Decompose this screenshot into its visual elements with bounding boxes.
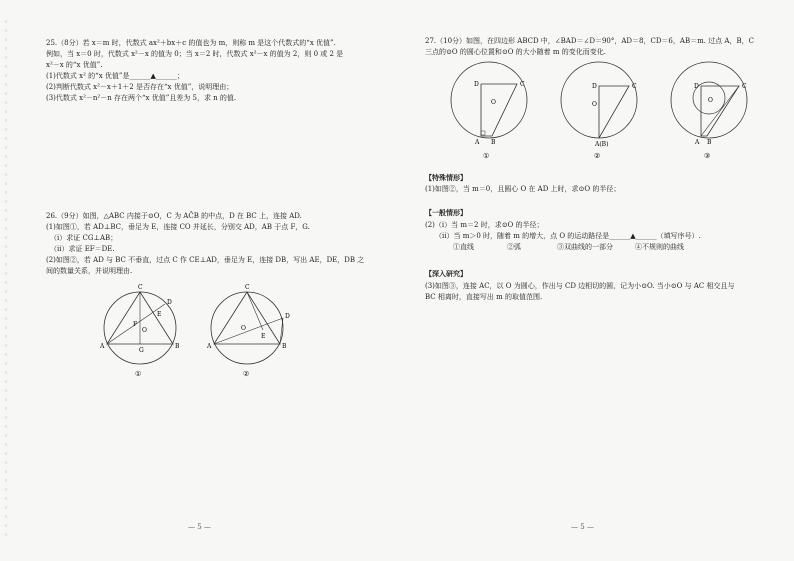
explore-part3a: (3)如图③，连接 AC，以 O 为圆心，作出与 CD 边相切的圆，记为小⊙O. 当小⊙O 与 AC 相交且与 (425, 282, 735, 290)
special-heading: 【特殊情形】 (425, 173, 467, 182)
fig1-label-d: D (167, 299, 172, 306)
fig1-label-b: B (175, 343, 180, 350)
q26-figure-2 (205, 280, 300, 380)
special-part1: (1)如图②，当 m＝0，且圆心 O 在 AD 上时，求⊙O 的半径； (425, 185, 621, 193)
q27-fig2-caption: ② (594, 152, 601, 160)
right-page (397, 0, 794, 561)
q27-fig3-label-d: D (694, 83, 699, 90)
q27-fig2-label-d: D (592, 83, 597, 90)
q27-fig3-label-c: C (742, 83, 747, 90)
q27-fig2-label-c: C (632, 83, 637, 90)
fig2-label-a: A (207, 343, 212, 350)
general-option-2: ②弧 (507, 243, 521, 251)
fig1-caption: ① (135, 370, 142, 378)
fig1-label-c: C (138, 284, 143, 291)
q26-line1: 26.（9分）如图，△ABC 内接于⊙O，C 为 AĈB 的中点，D 在 BC 上，连接 AD. (46, 212, 302, 220)
q27-fig1-caption: ① (483, 152, 490, 160)
q27-fig1-label-o: O (491, 99, 496, 106)
q27-fig1-label-d: D (474, 81, 479, 88)
q26-line3: （ⅰ）求证 CG⊥AB； (50, 234, 118, 242)
fig1-label-o: O (142, 327, 147, 334)
fig1-label-f: F (133, 321, 138, 328)
q26-line6: 间的数量关系，并说明理由. (46, 267, 133, 275)
fig2-caption: ② (243, 370, 250, 378)
q27-fig2-label-o: O (592, 101, 597, 108)
fig1-label-e: E (157, 311, 162, 318)
fig2-label-d: D (285, 313, 290, 320)
general-option-3: ③双曲线的一部分 (557, 243, 613, 251)
explore-heading: 【深入研究】 (425, 269, 467, 278)
q27-fig1-label-a: A (475, 139, 480, 146)
q27-line2: 三点的⊙O 的圆心位置和⊙O 的大小随着 m 的变化而变化. (425, 48, 606, 56)
q27-fig3-caption: ③ (704, 152, 711, 160)
q27-fig1-label-c: C (520, 81, 525, 88)
q25-part2: (2)判断代数式 x²－x＋1＋2 是否存在“x 优值”，说明理由； (46, 83, 234, 91)
explore-part3b: BC 相离时，直接写出 m 的取值范围. (425, 293, 543, 301)
right-page-number: — 5 — (571, 523, 594, 531)
general-option-4: ④不规则的曲线 (635, 243, 684, 251)
general-heading: 【一般情形】 (425, 208, 467, 217)
q27-figure-1 (447, 58, 537, 160)
fig1-label-g: G (139, 347, 144, 354)
q27-figure-3 (667, 58, 757, 160)
q25-line3: x²－x 的“x 优值”. (46, 61, 103, 69)
q27-fig3-label-b: B (707, 139, 712, 146)
q26-line4: （ⅱ）求证 EF＝DE. (50, 245, 115, 253)
q25-line2: 例如，当 x＝0 时，代数式 x²－x 的值为 0；当 x＝2 时，代数式 x²－x 的值为 2，则 0 或 2 是 (46, 50, 344, 58)
general-part2b: （ⅱ）当 m＞0 时，随着 m 的增大，点 O 的运动路径是______▲______（填写序号）. (435, 232, 701, 240)
fig2-label-e: E (261, 333, 266, 340)
q27-fig2-label-ab: A(B) (595, 141, 609, 148)
fig2-label-o: O (241, 325, 246, 332)
q26-line2: (1)如图①，若 AD⊥BC，垂足为 E，连接 CO 并延长，分别交 AD，AB 于点 F，G. (46, 223, 310, 231)
q25-part1: (1)代数式 x² 的“x 优值”是______▲______； (46, 72, 184, 80)
left-page-number: — 5 — (188, 523, 211, 531)
q27-fig3-label-a: A (695, 139, 700, 146)
q27-fig3-label-o: O (708, 97, 713, 104)
general-option-1: ①直线 (453, 243, 474, 251)
q25-part3: (3)代数式 x²－n²－n 存在两个“x 优值”且差为 5，求 n 的值. (46, 94, 237, 102)
q25-line1: 25.（8分）若 x＝m 时，代数式 ax²＋bx＋c 的值也为 m，则称 m 是这个代数式的“x 优值”. (46, 39, 336, 47)
fig1-label-a: A (100, 343, 105, 350)
fig2-label-b: B (282, 343, 287, 350)
q27-figure-2 (557, 58, 647, 160)
fig2-label-c: C (245, 284, 250, 291)
q26-line5: (2)如图②，若 AD 与 BC 不垂直，过点 C 作 CE⊥AD，垂足为 E，连接 DB，写出 AE，DE，DB 之 (46, 256, 365, 264)
q27-fig1-label-b: B (491, 139, 496, 146)
q27-line1: 27.（10分）如图，在四边形 ABCD 中，∠BAD＝∠D＝90°，AD＝8，CD＝6，AB＝m. 过点 A，B，C (425, 37, 754, 45)
q26-figure-1 (95, 280, 190, 380)
general-part2: (2)（ⅰ）当 m＝2 时，求⊙O 的半径； (425, 221, 544, 229)
